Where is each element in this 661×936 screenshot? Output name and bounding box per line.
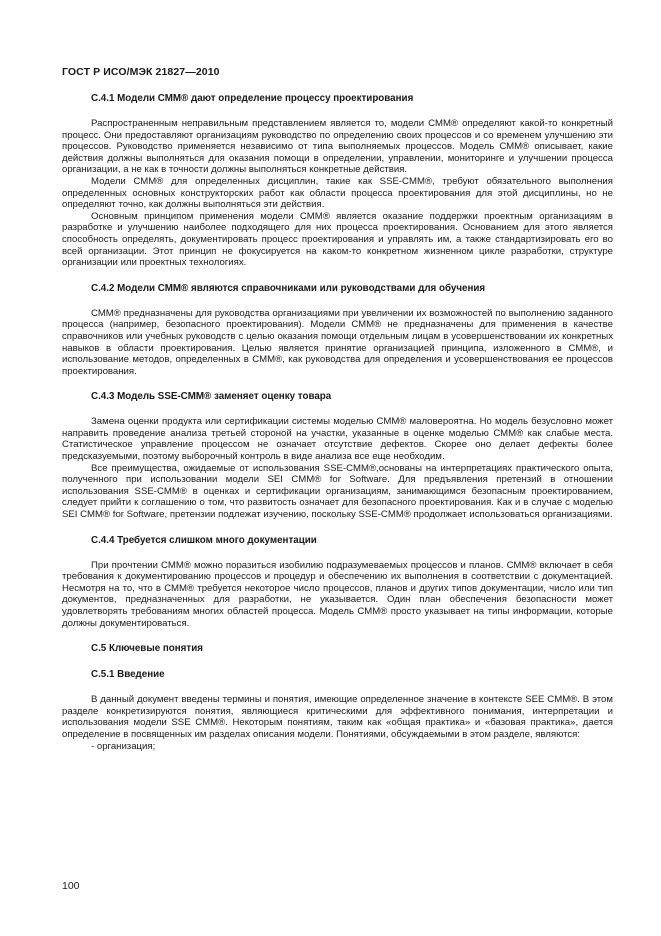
section-c44 xyxy=(62,535,613,630)
section-heading: С.4.2 Модели СММ® являются справочниками или руководствами для обучения xyxy=(91,282,486,294)
page-number: 100 xyxy=(62,880,80,892)
paragraph: Распространенным неправильным представлением является то, модели СММ® определяют какой-то конкретный процесс. Они предоставляют организациям руководство по определению своих процессов и со временем улучшению эти процессов. Руководство применяется независимо от типа выполняемых процессов. Модель СММ® описывает, какие действия должны выполняться для оказания помощи в определении, управлении, мониторинге и улучшении процесса организации, а не как в точности должны выполняться конкретные действия. xyxy=(62,118,613,176)
paragraph: Замена оценки продукта или сертификации системы моделью СММ® маловероятна. Но модель безусловно может направить проведение анализа третьей стороной на участки, указанные в оценке моделью СММ® как слабые места. Статистическое управление процессом не означает отсутствие дефектов. Скорее оно делает дефекты более предсказуемыми, поэтому выборочный контроль в виде анализа все еще необходим. xyxy=(62,416,613,463)
section-c51 xyxy=(62,669,613,752)
section-c42 xyxy=(62,283,613,378)
section-heading: С.5 Ключевые понятия xyxy=(91,643,203,655)
section-heading: С.5.1 Введение xyxy=(91,669,165,681)
section-c5 xyxy=(62,643,613,655)
section-c43 xyxy=(62,391,613,520)
section-heading: С.4.1 Модели СММ® дают определение процессу проектирования xyxy=(91,93,414,104)
paragraph: Все преимущества, ожидаемые от использования SSE-CMM®,основаны на интерпретациях практического опыта, полученного при использовании модели SEI CMM® for Software. Для предъявления претензий в отношении использования SSE-CMM® в оценках и сертификации организациям, занимающимся безопасным проектированием, следует прийти к соглашению о том, что развитость означает для безопасного проектирования. Как и в случае с моделью SEI CMM® for Software, претензии подлежат изучению, поскольку SSE-CMM® продолжает использоваться организациями. xyxy=(62,462,613,521)
document-header: ГОСТ Р ИСО/МЭК 21827—2010 xyxy=(62,66,220,78)
document-body xyxy=(62,93,613,752)
section-c41 xyxy=(62,93,613,269)
paragraph: СММ® предназначены для руководства организациями при увеличении их возможностей по выполнению заданного процесса (например, безопасного проектирования). Модели СММ® не предназначены для применения в качестве справочников или учебных руководств с целью оказания помощи отдельным лицам в усовершенствовании их конкретных навыков в области проектирования. Целью является принятие организацией принципа, изложенного в СММ®, и использование методов, определенных в СММ®, как руководства для определения и усовершенствования ее процессов проектирования. xyxy=(62,307,613,377)
section-heading: С.4.4 Требуется слишком много документации xyxy=(91,534,317,546)
paragraph: Основным принципом применения модели СММ® является оказание поддержки проектным организациям в разработке и улучшению наиболее подходящего для них процесса проектирования. Основанием для этого является способность определять, документировать процесс проектирования и управлять им, а также стандартизировать его во всей организации. Этот принцип не фокусируется на каком-то конкретном жизненном цикле разработки, структуре организации или проектных технологиях. xyxy=(62,210,613,269)
paragraph: При прочтении СММ® можно поразиться изобилию подразумеваемых процессов и планов. СММ® включает в себя требования к документированию процессов и процедур и обеспечению их выполнения в соответствии с документацией. Несмотря на то, что в СММ® требуется некоторое число процессов, планов и других типов документации, число или тип документов, предназначенных для разработки, не указывается. Один план обеспечения безопасности может удовлетворять требованиям многих областей процесса. Модель СММ® просто указывает на типы информации, которые должны документироваться. xyxy=(62,559,613,629)
paragraph: Модели СММ® для определенных дисциплин, такие как SSE-CMM®, требуют обязательного выполнения определенных основных конструкторских работ как области процесса проектирования для этой дисциплины, но не определяют точно, как должны выполняться эти действия. xyxy=(62,175,613,211)
paragraph: В данный документ введены термины и понятия, имеющие определенное значение в контексте SEE CMM®. В этом разделе конкретизируются понятия, являющиеся критическими для эффективного понимания, интерпретации и использования модели SSE CMM®. Некоторым понятиям, таким как «общая практика» и «базовая практика», дается определение в посвященных им разделах описания модели. Понятиями, обсуждаемыми в этом разделе, являются: xyxy=(62,694,613,740)
section-heading: С.4.3 Модель SSE-CMM® заменяет оценку товара xyxy=(91,391,332,403)
list-item: - организация; xyxy=(91,740,156,752)
